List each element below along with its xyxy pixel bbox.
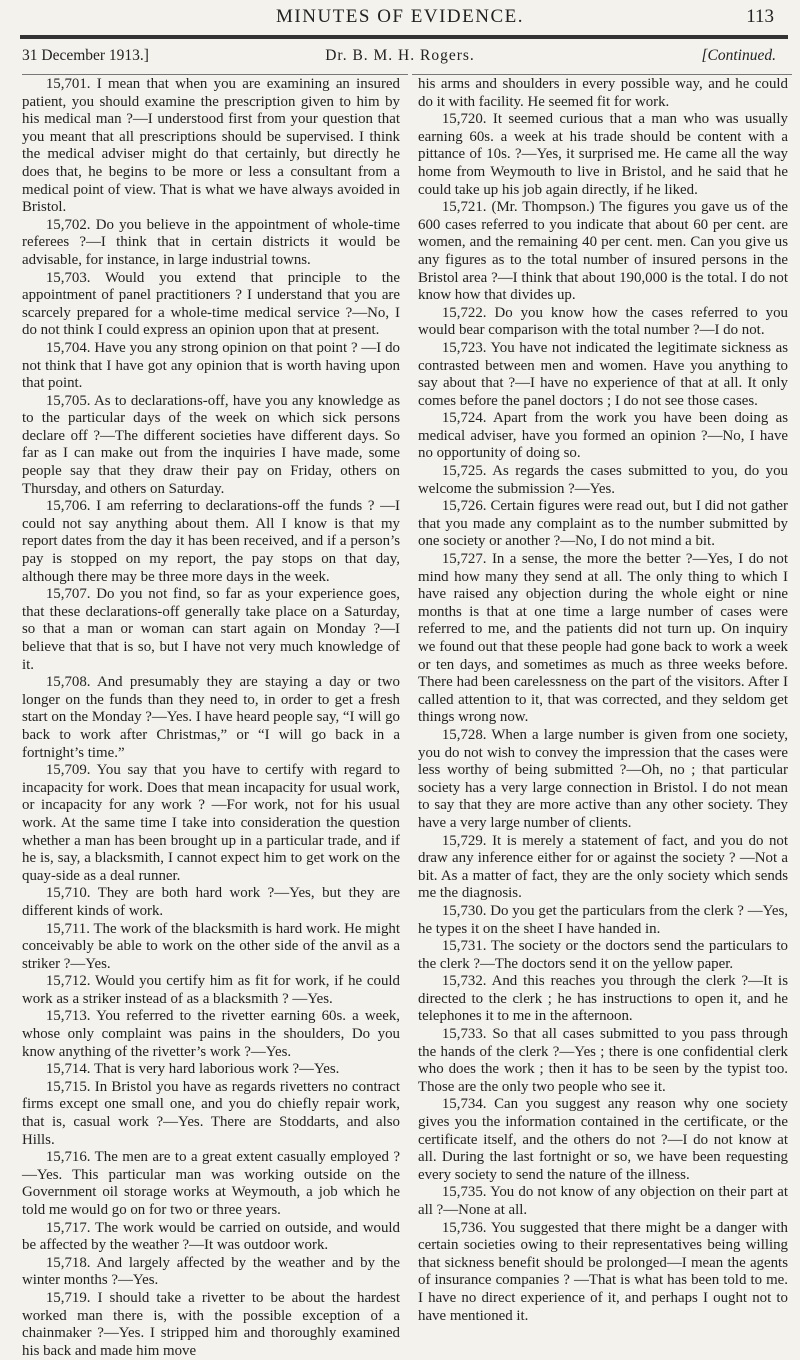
paragraph: 15,718. And largely affected by the weather and by the winter months ?—Yes. — [22, 1254, 400, 1289]
paragraph: 15,733. So that all cases submitted to you pass through the hands of the clerk ?—Yes ; there is one confidential clerk who does the work ; then it has to be seen by the typist too. Those are the only two people who see it. — [418, 1026, 788, 1095]
paragraph: 15,714. That is very hard laborious work ?—Yes. — [45, 1061, 340, 1078]
left-column — [22, 76, 400, 1359]
paragraph: 15,723. You have not indicated the legitimate sickness as contrasted between men and women. Have you anything to say about that ?—I have no experience of that at all. It only comes before the panel doctors ; I do not see those cases. — [418, 339, 788, 409]
paragraph: 15,719. I should take a rivetter to be about the hardest worked man there is, with the possible exception of a chainmaker ?—Yes. I stripped him and thoroughly examined his back and made him move — [22, 1289, 400, 1359]
session-date: 31 December 1913.] — [22, 47, 149, 64]
paragraph: 15,708. And presumably they are staying a day or two longer on the funds than they need to, in order to get a fresh start on the Monday ?—Yes. I have heard people say, “I will go back to work after Christmas,” or “I will go back in a fortnight’s time.” — [22, 674, 400, 761]
continued-label: [Continued. — [701, 47, 776, 64]
paragraph: 15,734. Can you suggest any reason why one society gives you the information contained in the certificate, or the certificate itself, and the others do not ?—I do not know at all. During the last fortnight or so, we have been requesting every society to send the nature of the illness. — [418, 1096, 788, 1183]
paragraph: 15,731. The society or the doctors send the particulars to the clerk ?—The doctors send it on the yellow paper. — [418, 938, 788, 972]
paragraph: 15,711. The work of the blacksmith is hard work. He might conceivably be able to work on the other side of the anvil as a striker ?—Yes. — [22, 920, 400, 972]
paragraph: 15,726. Certain figures were read out, but I did not gather that you made any complaint as to the number submitted by one society or another ?—No, I do not mind a bit. — [418, 498, 788, 550]
paragraph: 15,735. You do not know of any objection on their part at all ?—None at all. — [418, 1184, 788, 1218]
paragraph: 15,712. Would you certify him as fit for work, if he could work as a striker instead of as a blacksmith ? —Yes. — [22, 973, 400, 1007]
paragraph: 15,730. Do you get the particulars from the clerk ? —Yes, he types it on the sheet I have handed in. — [418, 902, 788, 937]
paragraph: 15,722. Do you know how the cases referred to you would bear comparison with the total number ?—I do not. — [418, 304, 788, 339]
paragraph: 15,724. Apart from the work you have been doing as medical adviser, have you formed an opinion ?—No, I have no opportunity of doing so. — [418, 410, 788, 462]
paragraph: 15,707. Do you not find, so far as your experience goes, that these declarations-off generally take place on a Saturday, so that a man or woman can start again on Monday ?—I believe that that is so, but I have not very much knowledge of it. — [22, 586, 400, 673]
paragraph: 15,728. When a large number is given from one society, you do not wish to convey the impression that the cases were less worthy of being submitted ?—Oh, no ; that particular society has a very large connection in Bristol. I do not mean to say that they are more active than any other society. They have a very large number of clients. — [418, 726, 788, 831]
paragraph: 15,736. You suggested that there might be a danger with certain societies owing to their representatives being willing that sickness benefit should be prolonged—I mean the agents of insurance companies ? —That is what has been told to me. I have no direct experience of it, and perhaps I ought not to have mentioned it. — [418, 1219, 788, 1324]
paragraph: 15,732. And this reaches you through the clerk ?—It is directed to the clerk ; he has instructions to open it, and he telephones it to me in the afternoon. — [418, 973, 788, 1025]
header-rule — [20, 35, 788, 39]
paragraph: 15,705. As to declarations-off, have you any knowledge as to the particular days of the week on which sick persons declare off ?—The different societies have different days. So far as I can make out from the inquiries I have made, some people say that they draw their pay on Friday, others on Thursday, and others on Saturday. — [22, 392, 400, 497]
paragraph: 15,725. As regards the cases submitted to you, do you welcome the submission ?—Yes. — [418, 463, 788, 497]
paragraph: 15,721. (Mr. Thompson.) The figures you gave us of the 600 cases referred to you indicate that about 60 per cent. are women, and the remaining 40 per cent. men. Can you give us any figures as to the total number of insured persons in the Bristol area ?—I think that about 190,000 is the total. I do not know how that divides up. — [418, 199, 788, 304]
paragraph: 15,709. You say that you have to certify with regard to incapacity for work. Does that mean incapacity for usual work, or incapacity for any work ? —For work, not for his usual work. At the same time I take into consideration the question whether a man has been brought up in a particular trade, and if he is, say, a blacksmith, I cannot expect him to get work on the quay-side as a deal runner. — [22, 762, 400, 884]
paragraph: 15,706. I am referring to declarations-off the funds ? —I could not say anything about them. All I know is that my report dates from the day it has been received, and if a person’s pay is stopped on my report, the pay stops on that day, although there may be three more days in the week. — [22, 498, 400, 585]
witness-name: Dr. B. M. H. Rogers. — [325, 47, 475, 64]
running-title: MINUTES OF EVIDENCE. — [276, 6, 524, 27]
paragraph: 15,715. In Bristol you have as regards rivetters no contract firms except one small one, and you do chiefly repair work, that is, casual work ?—Yes. There are Stoddarts, and also Hills. — [22, 1078, 400, 1148]
right-column-rule — [412, 74, 792, 75]
paragraph: 15,704. Have you any strong opinion on that point ? —I do not think that I have got any opinion that is worth having upon that point. — [22, 339, 400, 392]
paragraph: 15,720. It seemed curious that a man who was usually earning 60s. a week at his trade should be content with a pittance of 10s. ?—Yes, it surprised me. He came all the way home from Weymouth to live in Bristol, and he said that he could take up his job again directly, if he liked. — [418, 111, 788, 198]
paragraph: 15,717. The work would be carried on outside, and would be affected by the weather ?—It was outdoor work. — [22, 1219, 400, 1254]
right-column — [418, 76, 788, 1336]
paragraph-continued: his arms and shoulders in every possible way, and he could do it with facility. He seemed fit for work. — [418, 76, 788, 110]
paragraph: 15,710. They are both hard work ?—Yes, but they are different kinds of work. — [22, 885, 400, 919]
paragraph: 15,702. Do you believe in the appointment of whole-time referees ?—I think that in certain districts it would be advisable, for instance, in large industrial towns. — [22, 216, 400, 268]
page-number: 113 — [746, 6, 774, 27]
paragraph: 15,701. I mean that when you are examining an insured patient, you should examine the prescription given to him by his medical man ?—I understood first from your question that you meant that all prescriptions should be supervised. I think the medical adviser might do that certainly, but directly he does that, he begins to be more or less a consultant from a medical point of view. That is what we have always avoided in Bristol. — [22, 76, 400, 216]
paragraph: 15,727. In a sense, the more the better ?—Yes, I do not mind how many they send at all. The only thing to which I have raised any objection during the whole eight or nine months is that at one time a large number of cases were referred to me, and the patients did not turn up. On inquiry we found out that these people had gone back to work a week or ten days, and sometimes as much as three weeks before. There had been carelessness on the part of the visitors. After I called attention to it, that was corrected, and they seldom get things wrong now. — [418, 551, 788, 726]
paragraph: 15,729. It is merely a statement of fact, and you do not draw any inference either for or against the society ? —Not a bit. As a matter of fact, they are the only society which sends me the diagnosis. — [418, 832, 788, 902]
paragraph: 15,716. The men are to a great extent casually employed ?—Yes. This particular man was working outside on the Government oil storage works at Weymouth, a job which he told me would go on for two or three years. — [22, 1149, 400, 1218]
paragraph: 15,703. Would you extend that principle to the appointment of panel practitioners ? I understand that you are scarcely prepared for a whole-time medical service ?—No, I do not think I could express an opinion upon that at present. — [22, 269, 400, 339]
left-column-rule — [22, 74, 408, 75]
paragraph: 15,713. You referred to the rivetter earning 60s. a week, whose only complaint was pains in the shoulders, Do you know anything of the rivetter’s work ?—Yes. — [22, 1008, 400, 1060]
